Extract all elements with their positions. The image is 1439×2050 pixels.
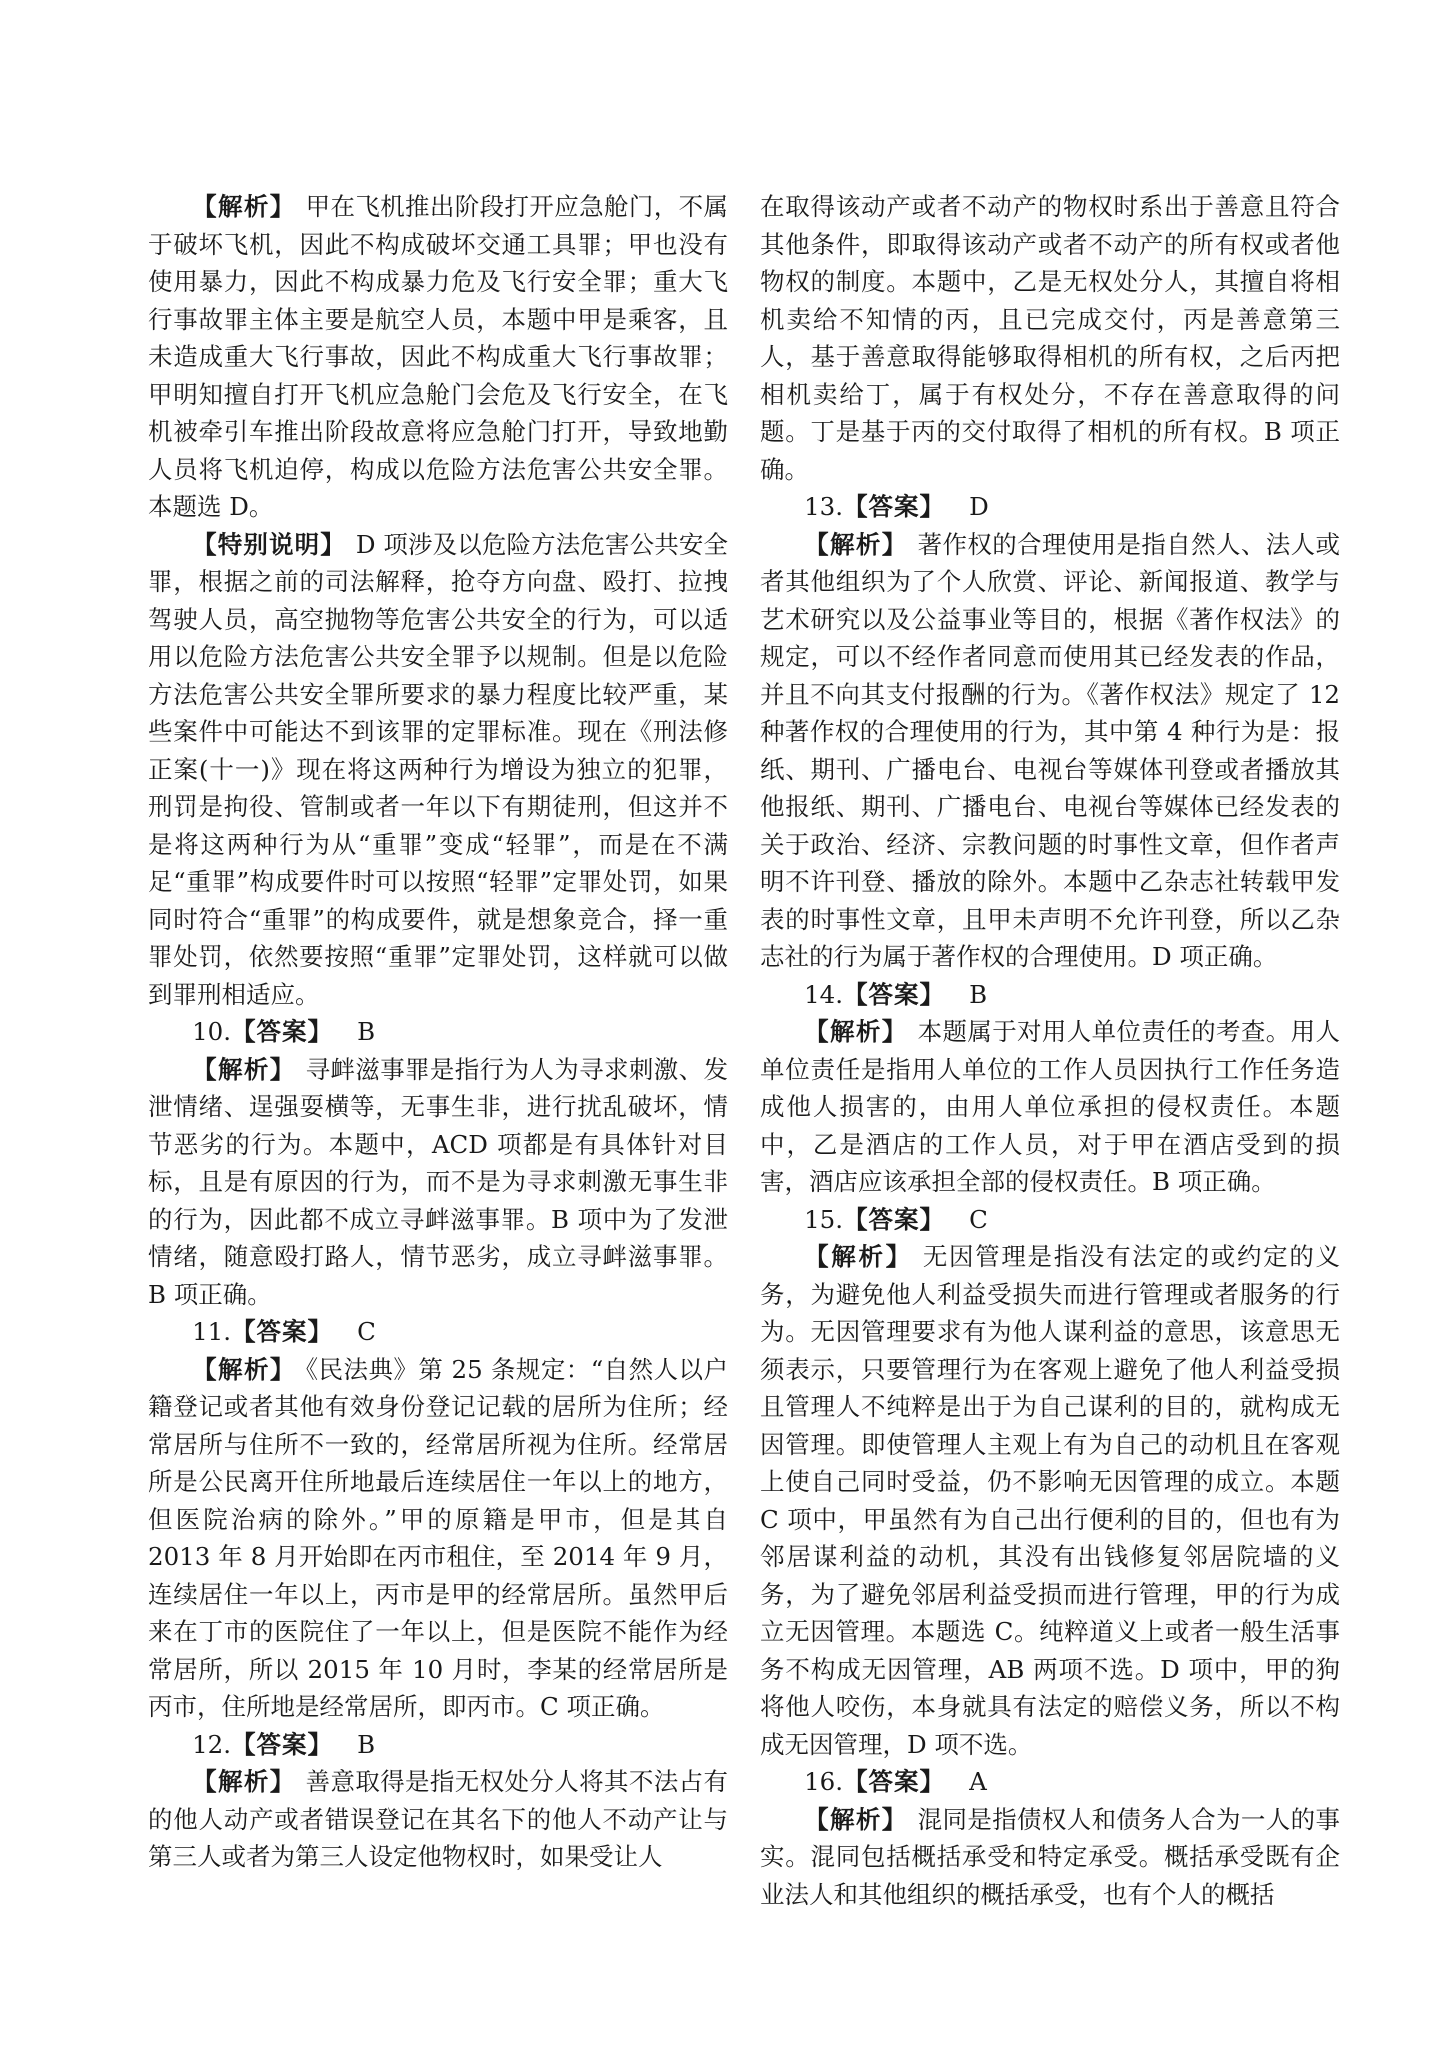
paragraph-text: 寻衅滋事罪是指行为人为寻求刺激、发泄情绪、逞强耍横等，无事生非，进行扰乱破坏，情节恶劣的行为。本题中，ACD 项都是有具体针对目标，且是有原因的行为，而不是为寻求刺激无事生非的行为，因此都不成立寻衅滋事罪。B 项中为了发泄情绪，随意殴打路人，情节恶劣，成立寻衅滋事罪。B 项正确。 bbox=[148, 1054, 729, 1309]
section-tag: 【答案】 bbox=[843, 1204, 946, 1234]
question-number: 12. bbox=[192, 1729, 232, 1759]
answer-choice: C bbox=[969, 1204, 988, 1234]
section-tag: 【答案】 bbox=[231, 1017, 334, 1046]
analysis-paragraph bbox=[148, 1051, 728, 1314]
section-tag: 【解析】 bbox=[804, 1804, 908, 1834]
paragraph-text: 《民法典》第 25 条规定：“自然人以户籍登记或者其他有效身份登记记载的居所为住所；经常居所与住所不一致的，经常居所视为住所。经常居所是公民离开住所地最后连续居住一年以上的地方，但医院治病的除外。”甲的原籍是甲市，但是其自 2013 年 8 月开始即在丙市租住，至 2014 年 9 月，连续居住一年以上，丙市是甲的经常居所。虽然甲后来在丁市的医院住了一年以上，但是医院不能作为经常居所，所以 2015 年 10 月时，李某的经常居所是丙市，住所地是经常居所，即丙市。C 项正确。 bbox=[148, 1354, 729, 1721]
analysis-paragraph bbox=[148, 1763, 728, 1876]
answer-choice: B bbox=[357, 1729, 376, 1759]
answer-line bbox=[760, 488, 1340, 526]
paragraph-text: 本题属于对用人单位责任的考查。用人单位责任是指用人单位的工作人员因执行工作任务造成他人损害的，由用人单位承担的侵权责任。本题中，乙是酒店的工作人员，对于甲在酒店受到的损害，酒店应该承担全部的侵权责任。B 项正确。 bbox=[760, 1017, 1341, 1196]
section-tag: 【解析】 bbox=[192, 1054, 296, 1084]
section-tag: 【特别说明】 bbox=[192, 529, 346, 559]
paragraph-continuation bbox=[760, 188, 1340, 488]
section-tag: 【解析】 bbox=[804, 1242, 913, 1271]
right-column bbox=[760, 188, 1340, 1913]
analysis-paragraph bbox=[148, 188, 728, 526]
answer-line bbox=[760, 976, 1340, 1014]
section-tag: 【解析】 bbox=[192, 192, 296, 221]
section-tag: 【答案】 bbox=[843, 979, 946, 1009]
question-number: 15. bbox=[804, 1204, 844, 1234]
answer-choice: A bbox=[969, 1767, 987, 1796]
section-tag: 【答案】 bbox=[231, 1729, 334, 1759]
answer-choice: D bbox=[969, 492, 989, 521]
question-number: 14. bbox=[804, 979, 844, 1009]
section-tag: 【答案】 bbox=[843, 492, 946, 521]
section-tag: 【解析】 bbox=[192, 1767, 296, 1796]
paragraph-text: 甲在飞机推出阶段打开应急舱门，不属于破坏飞机，因此不构成破坏交通工具罪；甲也没有使用暴力，因此不构成暴力危及飞行安全罪；重大飞行事故罪主体主要是航空人员，本题中甲是乘客，且未造成重大飞行事故，因此不构成重大飞行事故罪；甲明知擅自打开飞机应急舱门会危及飞行安全，在飞机被牵引车推出阶段故意将应急舱门打开，导致地勤人员将飞机迫停，构成以危险方法危害公共安全罪。本题选 D。 bbox=[148, 192, 729, 521]
section-tag: 【解析】 bbox=[192, 1354, 296, 1384]
paragraph-text: 混同是指债权人和债务人合为一人的事实。混同包括概括承受和特定承受。概括承受既有企业法人和其他组织的概括承受，也有个人的概括 bbox=[760, 1804, 1341, 1909]
question-number: 11. bbox=[192, 1317, 232, 1346]
analysis-paragraph bbox=[148, 1351, 728, 1726]
analysis-paragraph bbox=[760, 1238, 1340, 1763]
paragraph-text: 无因管理是指没有法定的或约定的义务，为避免他人利益受损失而进行管理或者服务的行为。无因管理要求有为他人谋利益的意思，该意思无须表示，只要管理行为在客观上避免了他人利益受损且管理人不纯粹是出于为自己谋利的目的，就构成无因管理。即使管理人主观上有为自己的动机且在客观上使自己同时受益，仍不影响无因管理的成立。本题 C 项中，甲虽然有为自己出行便利的目的，但也有为邻居谋利益的动机，其没有出钱修复邻居院墙的义务，为了避免邻居利益受损而进行管理，甲的行为成立无因管理。本题选 C。纯粹道义上或者一般生活事务不构成无因管理，AB 两项不选。D 项中，甲的狗将他人咬伤，本身就具有法定的赔偿义务，所以不构成无因管理，D 项不选。 bbox=[760, 1242, 1340, 1759]
answer-choice: B bbox=[357, 1017, 376, 1046]
paragraph-text: D 项涉及以危险方法危害公共安全罪，根据之前的司法解释，抢夺方向盘、殴打、拉拽驾驶人员，高空抛物等危害公共安全的行为，可以适用以危险方法危害公共安全罪予以规制。但是以危险方法危害公共安全罪所要求的暴力程度比较严重，某些案件中可能达不到该罪的定罪标准。现在《刑法修正案(十一)》现在将这两种行为增设为独立的犯罪，刑罚是拘役、管制或者一年以下有期徒刑，但这并不是将这两种行为从“重罪”变成“轻罪”，而是在不满足“重罪”构成要件时可以按照“轻罪”定罪处罚，如果同时符合“重罪”的构成要件，就是想象竞合，择一重罪处罚，依然要按照“重罪”定罪处罚，这样就可以做到罪刑相适应。 bbox=[148, 529, 729, 1009]
analysis-paragraph bbox=[760, 526, 1340, 976]
section-tag: 【解析】 bbox=[804, 1017, 908, 1046]
section-tag: 【答案】 bbox=[231, 1317, 334, 1346]
left-column bbox=[148, 188, 728, 1876]
analysis-paragraph bbox=[148, 526, 728, 1014]
question-number: 13. bbox=[804, 492, 844, 521]
answer-line bbox=[148, 1313, 728, 1351]
answer-line bbox=[148, 1013, 728, 1051]
answer-line bbox=[760, 1763, 1340, 1801]
answer-line bbox=[148, 1726, 728, 1764]
answer-choice: C bbox=[357, 1317, 376, 1346]
analysis-paragraph bbox=[760, 1801, 1340, 1914]
section-tag: 【解析】 bbox=[804, 529, 908, 559]
question-number: 16. bbox=[804, 1767, 844, 1796]
question-number: 10. bbox=[192, 1017, 232, 1046]
answer-choice: B bbox=[969, 979, 988, 1009]
section-tag: 【答案】 bbox=[843, 1767, 946, 1796]
paragraph-text: 著作权的合理使用是指自然人、法人或者其他组织为了个人欣赏、评论、新闻报道、教学与艺术研究以及公益事业等目的，根据《著作权法》的规定，可以不经作者同意而使用其已经发表的作品，并且不向其支付报酬的行为。《著作权法》规定了 12 种著作权的合理使用的行为，其中第 4 种行为是：报纸、期刊、广播电台、电视台等媒体刊登或者播放其他报纸、期刊、广播电台、电视台等媒体已经发表的关于政治、经济、宗教问题的时事性文章，但作者声明不许刊登、播放的除外。本题中乙杂志社转载甲发表的时事性文章，且甲未声明不允许刊登，所以乙杂志社的行为属于著作权的合理使用。D 项正确。 bbox=[760, 529, 1341, 971]
paragraph-text: 在取得该动产或者不动产的物权时系出于善意且符合其他条件，即取得该动产或者不动产的所有权或者他物权的制度。本题中，乙是无权处分人，其擅自将相机卖给不知情的丙，且已完成交付，丙是善意第三人，基于善意取得能够取得相机的所有权，之后丙把相机卖给丁，属于有权处分，不存在善意取得的问题。丁是基于丙的交付取得了相机的所有权。B 项正确。 bbox=[760, 192, 1340, 484]
analysis-paragraph bbox=[760, 1013, 1340, 1201]
answer-line bbox=[760, 1201, 1340, 1239]
paragraph-text: 善意取得是指无权处分人将其不法占有的他人动产或者错误登记在其名下的他人不动产让与第三人或者为第三人设定他物权时，如果受让人 bbox=[148, 1767, 729, 1871]
